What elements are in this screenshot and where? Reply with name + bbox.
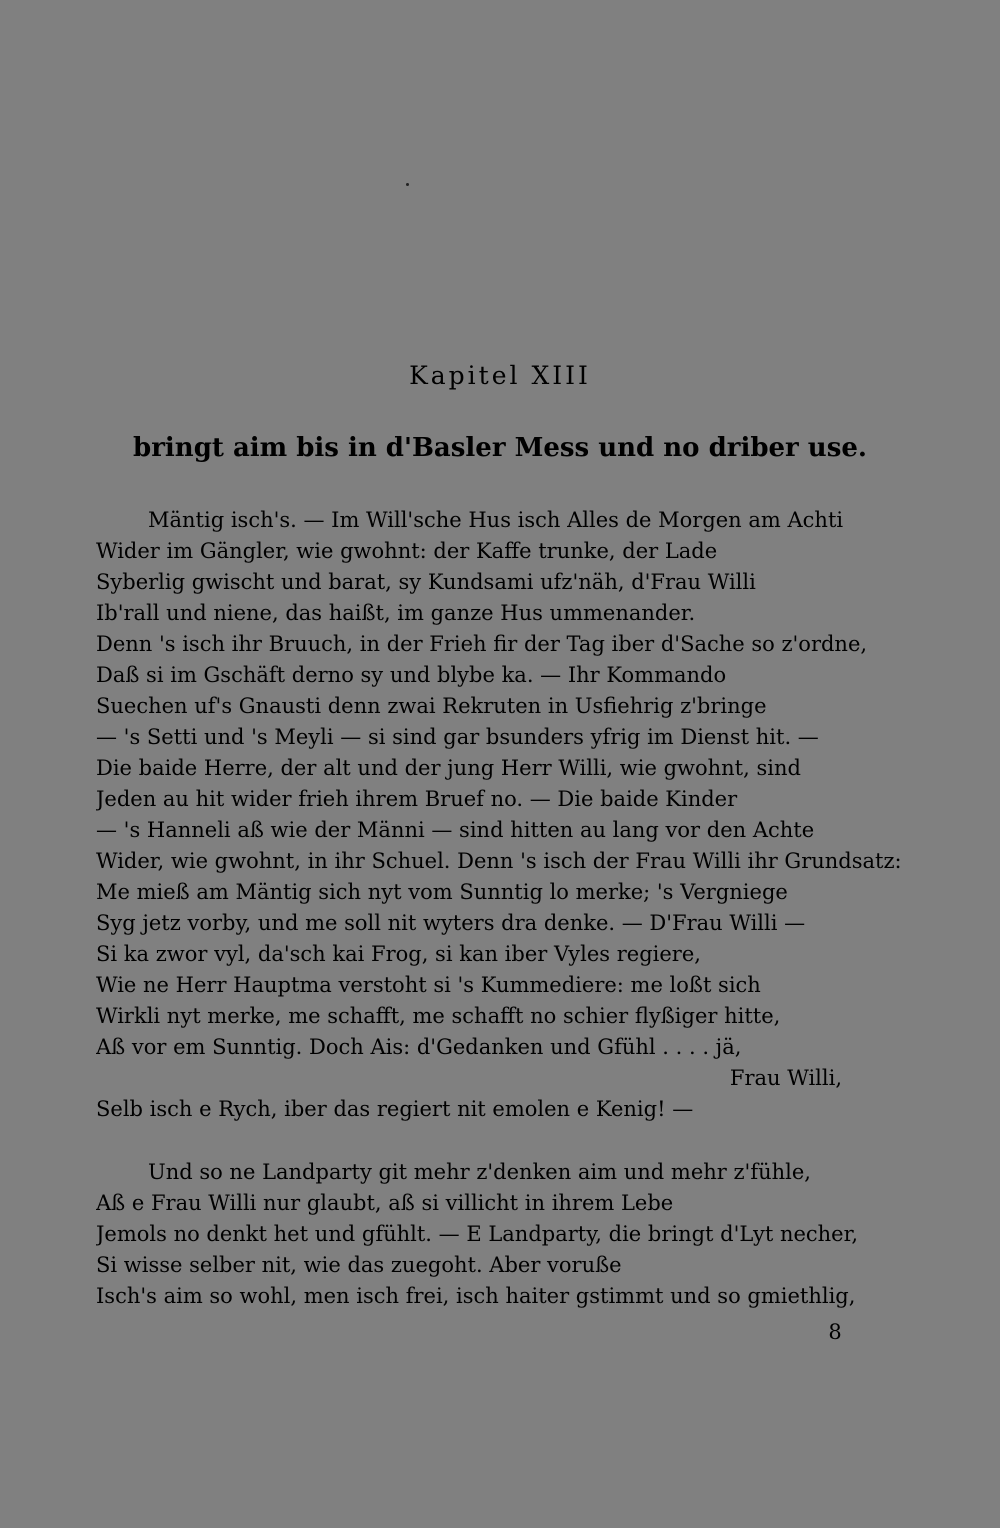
verse-line: Ib'rall und niene, das haißt, im ganze Hus ummenander.: [96, 601, 696, 625]
verse-line: Isch's aim so wohl, men isch frei, isch haiter gstimmt und so gmiethlig,: [96, 1284, 856, 1308]
chapter-subtitle: bringt aim bis in d'Basler Mess und no driber use.: [133, 433, 867, 463]
verse-line: Wider im Gängler, wie gwohnt: der Kaffe trunke, der Lade: [96, 539, 718, 563]
verse-line: — 's Hanneli aß wie der Männi — sind hitten au lang vor den Achte: [96, 818, 815, 842]
verse-line: Wie ne Herr Hauptma verstoht si 's Kummediere: me loßt sich: [96, 973, 761, 997]
verse-line: Jemols no denkt het und gfühlt. — E Landparty, die bringt d'Lyt necher,: [96, 1222, 859, 1246]
verse-line: Jeden au hit wider frieh ihrem Bruef no. — Die baide Kinder: [96, 787, 738, 811]
verse-line: Daß si im Gschäft derno sy und blybe ka. — Ihr Kommando: [96, 663, 727, 687]
verse-line: Suechen uf's Gnausti denn zwai Rekruten in Usfiehrig z'bringe: [96, 694, 767, 718]
verse-line: Selb isch e Rych, iber das regiert nit emolen e Kenig! —: [96, 1097, 694, 1121]
verse-line: Si wisse selber nit, wie das zuegoht. Aber voruße: [96, 1253, 622, 1277]
chapter-heading: Kapitel XIII: [409, 361, 591, 390]
verse-line: Syg jetz vorby, und me soll nit wyters dra denke. — D'Frau Willi —: [96, 911, 806, 935]
stanza-gap: [96, 1125, 908, 1157]
verse-line: Wirkli nyt merke, me schafft, me schafft no schier flyßiger hitte,: [96, 1004, 781, 1028]
verse-text: [96, 505, 908, 1312]
page-number: 8: [828, 1320, 842, 1344]
verse-line-continuation: Frau Willi,: [729, 1066, 842, 1090]
verse-line: Die baide Herre, der alt und der jung Herr Willi, wie gwohnt, sind: [96, 756, 801, 780]
print-speck: [406, 183, 409, 186]
verse-line: Wider, wie gwohnt, in ihr Schuel. Denn 's isch der Frau Willi ihr Grundsatz:: [96, 849, 902, 873]
verse-line: Mäntig isch's. — Im Will'sche Hus isch Alles de Morgen am Achti: [148, 508, 844, 532]
verse-line: Denn 's isch ihr Bruuch, in der Frieh fir der Tag iber d'Sache so z'ordne,: [96, 632, 868, 656]
verse-line: Aß e Frau Willi nur glaubt, aß si villicht in ihrem Lebe: [96, 1191, 674, 1215]
verse-line: Si ka zwor vyl, da'sch kai Frog, si kan iber Vyles regiere,: [96, 942, 701, 966]
verse-line: — 's Setti und 's Meyli — si sind gar bsunders yfrig im Dienst hit. —: [96, 725, 819, 749]
verse-line: Me mieß am Mäntig sich nyt vom Sunntig lo merke; 's Vergniege: [96, 880, 788, 904]
verse-line: Und so ne Landparty git mehr z'denken aim und mehr z'fühle,: [148, 1160, 811, 1184]
verse-line: Syberlig gwischt und barat, sy Kundsami ufz'näh, d'Frau Willi: [96, 570, 756, 594]
verse-line: Aß vor em Sunntig. Doch Ais: d'Gedanken und Gfühl . . . . jä,: [96, 1035, 742, 1059]
